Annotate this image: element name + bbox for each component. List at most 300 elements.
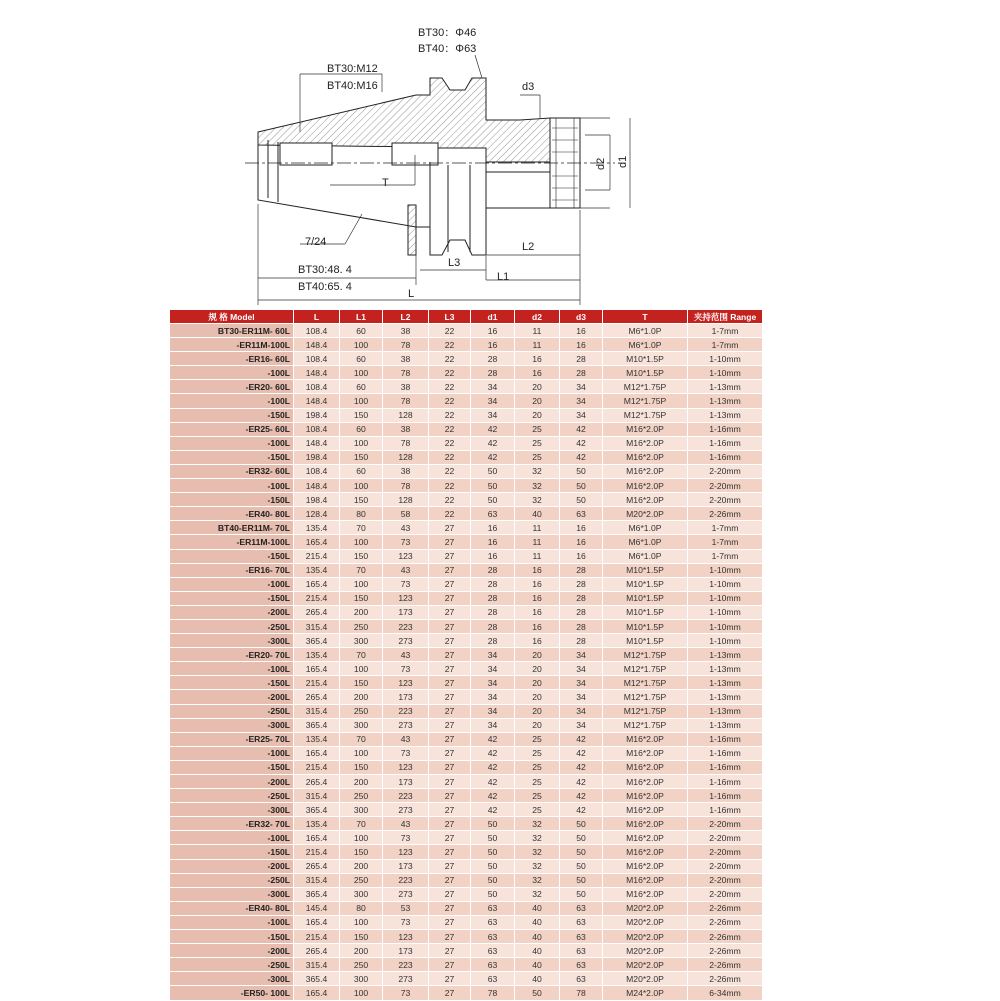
table-cell: M16*2.0P — [603, 775, 688, 789]
model-cell: -100L — [170, 436, 294, 450]
table-cell: 16 — [515, 619, 560, 633]
model-cell: -250L — [170, 958, 294, 972]
table-cell: M20*2.0P — [603, 915, 688, 929]
table-body — [170, 324, 763, 1001]
table-cell: 50 — [471, 493, 515, 507]
table-cell: 25 — [515, 450, 560, 464]
table-cell: 27 — [429, 549, 471, 563]
table-cell: 2-26mm — [688, 930, 763, 944]
table-cell: 22 — [429, 450, 471, 464]
model-cell: -150L — [170, 591, 294, 605]
table-cell: 100 — [340, 436, 383, 450]
table-cell: 150 — [340, 845, 383, 859]
table-cell: 215.4 — [294, 845, 340, 859]
table-row — [170, 718, 763, 732]
table-cell: 34 — [560, 676, 603, 690]
table-cell: 34 — [471, 662, 515, 676]
table-cell: M16*2.0P — [603, 760, 688, 774]
tool-holder-outline — [245, 78, 615, 255]
table-cell: 34 — [471, 718, 515, 732]
table-cell: 73 — [383, 577, 429, 591]
model-cell: -150L — [170, 493, 294, 507]
table-cell: 22 — [429, 408, 471, 422]
table-cell: M20*2.0P — [603, 901, 688, 915]
table-cell: 34 — [560, 394, 603, 408]
table-cell: 173 — [383, 944, 429, 958]
table-cell: 27 — [429, 930, 471, 944]
model-cell: -ER16- 60L — [170, 352, 294, 366]
table-cell: 1-10mm — [688, 366, 763, 380]
table-row — [170, 436, 763, 450]
table-cell: 50 — [560, 887, 603, 901]
table-cell: 1-10mm — [688, 634, 763, 648]
table-row — [170, 366, 763, 380]
table-row — [170, 789, 763, 803]
table-cell: 135.4 — [294, 648, 340, 662]
table-cell: 34 — [560, 408, 603, 422]
label-L1: L1 — [497, 271, 510, 283]
table-cell: 50 — [471, 887, 515, 901]
table-row — [170, 944, 763, 958]
table-cell: 1-10mm — [688, 563, 763, 577]
table-cell: 42 — [471, 436, 515, 450]
table-cell: 27 — [429, 563, 471, 577]
table-cell: M16*2.0P — [603, 493, 688, 507]
table-cell: 60 — [340, 324, 383, 338]
table-cell: 28 — [560, 366, 603, 380]
table-cell: 28 — [471, 605, 515, 619]
table-cell: 43 — [383, 521, 429, 535]
table-cell: 1-7mm — [688, 521, 763, 535]
table-cell: 2-20mm — [688, 817, 763, 831]
table-cell: 173 — [383, 605, 429, 619]
table-cell: M10*1.5P — [603, 366, 688, 380]
table-cell: 80 — [340, 507, 383, 521]
table-header-row — [170, 310, 763, 324]
table-cell: 28 — [560, 591, 603, 605]
table-cell: 27 — [429, 859, 471, 873]
table-cell: 200 — [340, 690, 383, 704]
table-cell: 200 — [340, 775, 383, 789]
table-cell: 11 — [515, 338, 560, 352]
table-cell: 22 — [429, 493, 471, 507]
model-cell: -300L — [170, 887, 294, 901]
table-cell: 27 — [429, 535, 471, 549]
table-cell: 135.4 — [294, 521, 340, 535]
model-cell: -ER20- 60L — [170, 380, 294, 394]
table-cell: 40 — [515, 915, 560, 929]
table-cell: 273 — [383, 887, 429, 901]
table-cell: 1-7mm — [688, 535, 763, 549]
table-row — [170, 507, 763, 521]
table-cell: 27 — [429, 577, 471, 591]
table-cell: 108.4 — [294, 422, 340, 436]
table-row — [170, 380, 763, 394]
table-cell: 145.4 — [294, 901, 340, 915]
table-cell: 27 — [429, 605, 471, 619]
model-cell: -ER11M-100L — [170, 535, 294, 549]
table-cell: 50 — [471, 831, 515, 845]
table-cell: 38 — [383, 380, 429, 394]
table-cell: 34 — [560, 718, 603, 732]
table-cell: 128 — [383, 493, 429, 507]
table-cell: 123 — [383, 549, 429, 563]
table-cell: 27 — [429, 690, 471, 704]
table-cell: 198.4 — [294, 493, 340, 507]
table-cell: 43 — [383, 732, 429, 746]
table-cell: 27 — [429, 873, 471, 887]
column-header: T — [603, 310, 688, 324]
table-cell: 63 — [471, 901, 515, 915]
table-cell: 365.4 — [294, 887, 340, 901]
table-cell: 34 — [471, 408, 515, 422]
table-cell: 27 — [429, 775, 471, 789]
table-cell: 42 — [471, 450, 515, 464]
table-cell: 25 — [515, 732, 560, 746]
model-cell: -200L — [170, 944, 294, 958]
table-cell: 63 — [560, 958, 603, 972]
table-cell: 28 — [471, 619, 515, 633]
table-cell: M12*1.75P — [603, 394, 688, 408]
table-cell: 27 — [429, 591, 471, 605]
table-cell: 34 — [471, 704, 515, 718]
table-cell: 16 — [471, 549, 515, 563]
table-cell: 135.4 — [294, 817, 340, 831]
model-cell: -300L — [170, 634, 294, 648]
table-cell: 27 — [429, 972, 471, 986]
table-cell: M12*1.75P — [603, 690, 688, 704]
table-cell: 50 — [471, 859, 515, 873]
table-cell: 50 — [560, 845, 603, 859]
table-cell: M12*1.75P — [603, 648, 688, 662]
table-row — [170, 450, 763, 464]
table-row — [170, 746, 763, 760]
table-cell: 150 — [340, 549, 383, 563]
table-cell: 1-13mm — [688, 408, 763, 422]
table-cell: 273 — [383, 972, 429, 986]
table-cell: 22 — [429, 436, 471, 450]
table-cell: 1-16mm — [688, 436, 763, 450]
table-cell: 2-26mm — [688, 958, 763, 972]
table-cell: 315.4 — [294, 789, 340, 803]
model-cell: -200L — [170, 690, 294, 704]
table-cell: M16*2.0P — [603, 732, 688, 746]
table-cell: 78 — [383, 394, 429, 408]
table-cell: 2-20mm — [688, 831, 763, 845]
table-cell: 50 — [560, 873, 603, 887]
table-row — [170, 873, 763, 887]
table-row — [170, 422, 763, 436]
table-cell: 11 — [515, 549, 560, 563]
table-row — [170, 464, 763, 478]
table-cell: 27 — [429, 704, 471, 718]
table-cell: 63 — [471, 972, 515, 986]
table-cell: 34 — [471, 676, 515, 690]
table-row — [170, 704, 763, 718]
table-cell: 108.4 — [294, 464, 340, 478]
table-cell: 63 — [560, 972, 603, 986]
table-cell: 22 — [429, 422, 471, 436]
table-cell: 265.4 — [294, 859, 340, 873]
table-cell: 73 — [383, 831, 429, 845]
table-cell: 63 — [471, 915, 515, 929]
table-cell: M12*1.75P — [603, 380, 688, 394]
table-cell: 27 — [429, 732, 471, 746]
table-cell: 50 — [471, 845, 515, 859]
table-cell: 223 — [383, 873, 429, 887]
technical-drawing — [0, 0, 1000, 305]
model-cell: -150L — [170, 450, 294, 464]
table-cell: 38 — [383, 464, 429, 478]
table-cell: 100 — [340, 394, 383, 408]
table-row — [170, 859, 763, 873]
table-cell: 42 — [471, 775, 515, 789]
table-cell: M20*2.0P — [603, 930, 688, 944]
table-cell: 200 — [340, 944, 383, 958]
table-cell: 28 — [560, 563, 603, 577]
model-cell: -ER16- 70L — [170, 563, 294, 577]
model-cell: -100L — [170, 394, 294, 408]
table-cell: 50 — [471, 464, 515, 478]
table-cell: 34 — [471, 394, 515, 408]
model-cell: -100L — [170, 662, 294, 676]
table-cell: 20 — [515, 704, 560, 718]
table-cell: 1-10mm — [688, 577, 763, 591]
table-cell: 2-26mm — [688, 944, 763, 958]
table-row — [170, 972, 763, 986]
table-cell: M12*1.75P — [603, 718, 688, 732]
table-cell: 2-20mm — [688, 859, 763, 873]
table-cell: M16*2.0P — [603, 789, 688, 803]
table-cell: 20 — [515, 408, 560, 422]
table-cell: 20 — [515, 380, 560, 394]
label-bt30-len: BT30:48. 4 — [298, 264, 352, 276]
table-cell: 43 — [383, 563, 429, 577]
table-cell: 38 — [383, 352, 429, 366]
table-cell: 25 — [515, 746, 560, 760]
table-cell: 22 — [429, 324, 471, 338]
table-cell: 32 — [515, 887, 560, 901]
table-row — [170, 775, 763, 789]
table-cell: 73 — [383, 915, 429, 929]
table-cell: 42 — [560, 789, 603, 803]
table-cell: 273 — [383, 634, 429, 648]
table-cell: M10*1.5P — [603, 577, 688, 591]
table-row — [170, 915, 763, 929]
table-cell: 42 — [471, 803, 515, 817]
table-cell: 148.4 — [294, 436, 340, 450]
model-cell: -ER32- 60L — [170, 464, 294, 478]
table-cell: 150 — [340, 450, 383, 464]
table-cell: 27 — [429, 958, 471, 972]
table-cell: 16 — [471, 338, 515, 352]
table-cell: 2-26mm — [688, 507, 763, 521]
table-cell: 25 — [515, 789, 560, 803]
table-cell: 315.4 — [294, 958, 340, 972]
table-cell: 42 — [471, 746, 515, 760]
table-cell: 315.4 — [294, 873, 340, 887]
table-cell: 27 — [429, 986, 471, 1000]
table-row — [170, 732, 763, 746]
table-cell: 2-26mm — [688, 901, 763, 915]
table-cell: 42 — [471, 732, 515, 746]
table-cell: 1-16mm — [688, 746, 763, 760]
table-cell: 365.4 — [294, 803, 340, 817]
table-cell: 22 — [429, 352, 471, 366]
table-cell: 60 — [340, 352, 383, 366]
table-cell: 50 — [560, 817, 603, 831]
table-cell: 100 — [340, 746, 383, 760]
table-cell: 2-20mm — [688, 464, 763, 478]
table-cell: M6*1.0P — [603, 549, 688, 563]
table-cell: 42 — [560, 436, 603, 450]
table-cell: 27 — [429, 648, 471, 662]
table-cell: M16*2.0P — [603, 464, 688, 478]
table-cell: 28 — [560, 619, 603, 633]
column-header: L1 — [340, 310, 383, 324]
table-cell: M6*1.0P — [603, 324, 688, 338]
table-cell: 1-16mm — [688, 422, 763, 436]
table-cell: 16 — [560, 338, 603, 352]
model-cell: -ER25- 60L — [170, 422, 294, 436]
table-cell: 300 — [340, 887, 383, 901]
table-cell: 50 — [471, 479, 515, 493]
table-cell: 70 — [340, 732, 383, 746]
table-cell: 250 — [340, 958, 383, 972]
table-cell: 27 — [429, 676, 471, 690]
table-cell: 1-7mm — [688, 338, 763, 352]
table-cell: 1-16mm — [688, 450, 763, 464]
label-bt40-len: BT40:65. 4 — [298, 281, 352, 293]
table-cell: 63 — [471, 930, 515, 944]
table-cell: M20*2.0P — [603, 972, 688, 986]
model-cell: -100L — [170, 366, 294, 380]
table-cell: 300 — [340, 634, 383, 648]
table-cell: 34 — [560, 648, 603, 662]
table-row — [170, 394, 763, 408]
table-cell: 50 — [471, 873, 515, 887]
table-cell: 1-16mm — [688, 732, 763, 746]
table-cell: 2-26mm — [688, 915, 763, 929]
table-cell: 148.4 — [294, 479, 340, 493]
model-cell: -100L — [170, 479, 294, 493]
table-cell: 27 — [429, 662, 471, 676]
table-cell: 27 — [429, 718, 471, 732]
table-cell: 73 — [383, 986, 429, 1000]
table-cell: 28 — [560, 605, 603, 619]
table-cell: 1-13mm — [688, 690, 763, 704]
table-cell: 165.4 — [294, 915, 340, 929]
table-cell: 27 — [429, 803, 471, 817]
table-row — [170, 648, 763, 662]
table-cell: 60 — [340, 422, 383, 436]
table-cell: 1-10mm — [688, 352, 763, 366]
table-row — [170, 549, 763, 563]
table-cell: 28 — [471, 366, 515, 380]
table-cell: M12*1.75P — [603, 704, 688, 718]
column-header: d2 — [515, 310, 560, 324]
table-cell: M16*2.0P — [603, 817, 688, 831]
table-cell: 200 — [340, 859, 383, 873]
table-cell: 128.4 — [294, 507, 340, 521]
table-cell: 250 — [340, 619, 383, 633]
table-cell: 108.4 — [294, 352, 340, 366]
table-cell: 28 — [560, 352, 603, 366]
table-cell: 42 — [471, 422, 515, 436]
model-cell: -150L — [170, 760, 294, 774]
table-cell: 27 — [429, 944, 471, 958]
table-cell: 63 — [560, 507, 603, 521]
model-cell: -150L — [170, 408, 294, 422]
table-cell: 27 — [429, 789, 471, 803]
table-cell: M16*2.0P — [603, 422, 688, 436]
table-cell: 32 — [515, 464, 560, 478]
table-cell: 28 — [471, 352, 515, 366]
table-cell: 1-10mm — [688, 605, 763, 619]
table-cell: 215.4 — [294, 591, 340, 605]
model-cell: -250L — [170, 873, 294, 887]
table-cell: 50 — [560, 493, 603, 507]
column-header: d3 — [560, 310, 603, 324]
table-cell: 315.4 — [294, 619, 340, 633]
table-cell: 16 — [560, 535, 603, 549]
table-cell: 60 — [340, 380, 383, 394]
table-cell: M10*1.5P — [603, 619, 688, 633]
table-cell: 43 — [383, 648, 429, 662]
label-T: T — [382, 177, 389, 189]
table-cell: 165.4 — [294, 746, 340, 760]
table-cell: 123 — [383, 930, 429, 944]
table-cell: M16*2.0P — [603, 479, 688, 493]
table-cell: 265.4 — [294, 690, 340, 704]
table-cell: 22 — [429, 507, 471, 521]
table-cell: 50 — [471, 817, 515, 831]
column-header: 夹持范围 Range — [688, 310, 763, 324]
table-cell: 173 — [383, 690, 429, 704]
model-cell: -250L — [170, 789, 294, 803]
table-cell: 11 — [515, 324, 560, 338]
table-row — [170, 760, 763, 774]
table-row — [170, 535, 763, 549]
table-row — [170, 324, 763, 338]
model-cell: -ER40- 80L — [170, 507, 294, 521]
table-cell: 150 — [340, 493, 383, 507]
table-cell: 22 — [429, 366, 471, 380]
table-cell: 1-7mm — [688, 324, 763, 338]
table-cell: 16 — [515, 605, 560, 619]
table-cell: 25 — [515, 422, 560, 436]
table-cell: 16 — [515, 352, 560, 366]
table-cell: 165.4 — [294, 577, 340, 591]
column-header: L — [294, 310, 340, 324]
table-cell: M6*1.0P — [603, 521, 688, 535]
table-cell: 42 — [560, 760, 603, 774]
table-cell: 42 — [560, 746, 603, 760]
table-row — [170, 676, 763, 690]
model-cell: -250L — [170, 704, 294, 718]
model-cell: -ER20- 70L — [170, 648, 294, 662]
table-row — [170, 986, 763, 1000]
table-cell: 150 — [340, 408, 383, 422]
table-cell: 25 — [515, 775, 560, 789]
table-cell: 34 — [471, 690, 515, 704]
table-cell: 215.4 — [294, 676, 340, 690]
table-cell: M12*1.75P — [603, 676, 688, 690]
table-cell: 1-13mm — [688, 718, 763, 732]
model-cell: -ER50- 100L — [170, 986, 294, 1000]
table-cell: 100 — [340, 831, 383, 845]
table-cell: 32 — [515, 859, 560, 873]
